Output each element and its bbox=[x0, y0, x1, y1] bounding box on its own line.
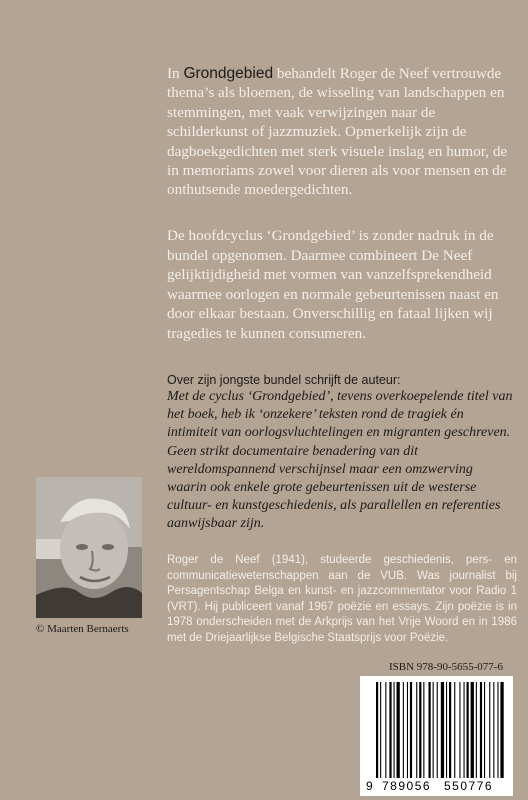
barcode-bar bbox=[423, 682, 424, 778]
barcode-bar bbox=[385, 682, 386, 778]
barcode-bar bbox=[410, 682, 412, 778]
barcode-bar bbox=[380, 682, 381, 778]
barcode-bar bbox=[497, 682, 498, 778]
isbn-barcode bbox=[360, 676, 513, 796]
barcode-bar bbox=[407, 682, 408, 778]
barcode-bar bbox=[480, 682, 482, 778]
barcode-bar bbox=[403, 682, 404, 778]
barcode-bar bbox=[489, 682, 490, 778]
barcode-digits-left: 789056 bbox=[382, 779, 432, 793]
barcode-bar bbox=[446, 682, 447, 778]
barcode-bar bbox=[433, 682, 434, 778]
intro-text: behandelt Roger de Neef vertrouwde thema’s als bloemen, de wisseling van landschappen en stemmingen, met vaak verwijzingen naar de schilderkunst of jazzmuziek. Opmerkelijk zijn de dagboekgedichten met sterk visuele inslag en humor, de in memoriams zowel voor dieren als voor mensen en de onthutsende moedergedichten. bbox=[167, 65, 508, 199]
barcode-bar bbox=[397, 682, 400, 778]
author-bio: Roger de Neef (1941), studeerde geschiedenis, pers- en communicatiewetenschappen aan de VUB. Was journalist bij Persagentschap Belga en kunst- en jazzcommentator voor Radio 1 (VRT). Hij publiceert vanaf 1967 poëzie en essays. Zijn poëzie is in 1978 onderscheiden met de Arkprijs van het Vrije Woord en in 1986 met de Driejaarlijkse Belgische Staatsprijs voor Poëzie. bbox=[167, 554, 517, 644]
intro-paragraph bbox=[167, 64, 513, 200]
photo-credit: © Maarten Bernaerts bbox=[36, 623, 129, 635]
barcode-bar bbox=[471, 682, 474, 778]
barcode-bar bbox=[437, 682, 438, 778]
barcode-bar bbox=[464, 682, 465, 778]
barcode-bar bbox=[467, 682, 469, 778]
barcode-bar bbox=[449, 682, 451, 778]
isbn-label: ISBN 978-90-5655-077-6 bbox=[389, 661, 503, 673]
barcode-digits-right: 550776 bbox=[444, 779, 494, 793]
barcode-bar bbox=[441, 682, 444, 778]
author-photo bbox=[36, 477, 142, 618]
barcode-bar bbox=[394, 682, 395, 778]
barcode-bar bbox=[389, 682, 391, 778]
barcode-bar bbox=[376, 682, 378, 778]
barcode-bar bbox=[500, 682, 503, 778]
cycle-paragraph: De hoofdcyclus ‘Grondgebied’ is zonder nadruk in de bundel opgenomen. Daarmee combineert De Neef gelijktijdigheid met vormen van vanzelfsprekendheid waarmee oorlogen en normale gebeurtenissen naast en door elkaar bestaan. Onverschillig en fataal lijken wij tragedies te kunnen consumeren. bbox=[167, 227, 499, 342]
barcode-bar bbox=[429, 682, 431, 778]
barcode-bar bbox=[454, 682, 455, 778]
barcode-bar bbox=[416, 682, 417, 778]
barcode-digit-first: 9 bbox=[366, 779, 373, 793]
barcode-bar bbox=[484, 682, 485, 778]
intro-prefix: In bbox=[167, 65, 184, 82]
author-quote: Met de cyclus ‘Grondgebied’, tevens overkoepelende titel van het boek, heb ik ‘onzekere’ teksten rond de tragiek én intimiteit van oorlogsvluchtelingen en migranten geschreven. Geen strikt documentaire benadering van dit wereldomspannend verschijnsel maar een omzwerving waarin ook enkele grote gebeurtenissen uit de westerse cultuur- en kunstgeschiedenis, als parallellen en referenties aanwijsbaar zijn. bbox=[167, 389, 513, 532]
book-title: Grondgebied bbox=[183, 65, 274, 82]
quote-intro: Over zijn jongste bundel schrijft de auteur: bbox=[167, 373, 401, 387]
barcode-bar bbox=[493, 682, 494, 778]
barcode-bar bbox=[419, 682, 421, 778]
barcode-bar bbox=[476, 682, 477, 778]
barcode-bar bbox=[459, 682, 460, 778]
